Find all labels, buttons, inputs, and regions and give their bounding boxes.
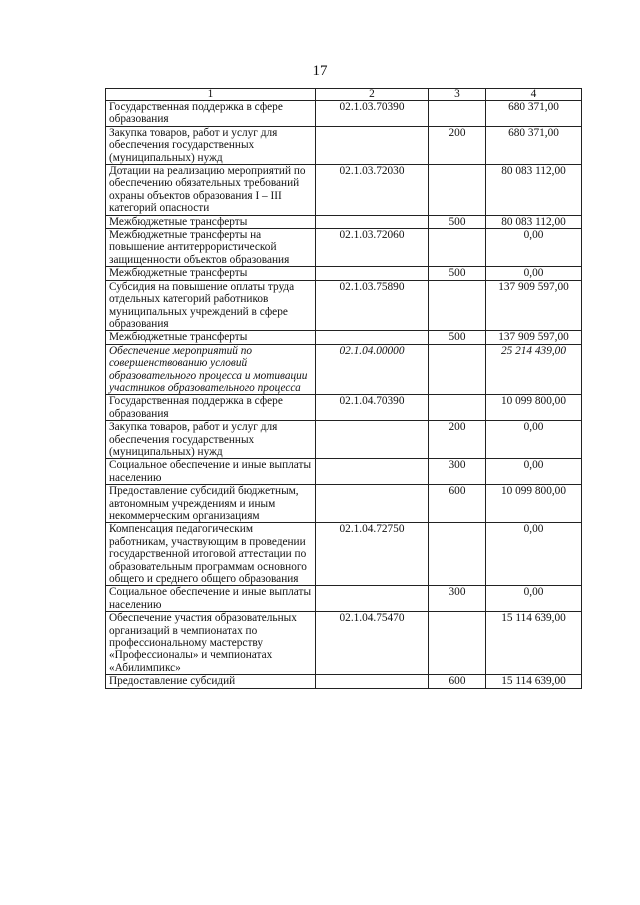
row-name-cell: Предоставление субсидий: [106, 675, 316, 688]
row-kind-cell: 300: [429, 459, 486, 485]
row-kind-cell: [429, 101, 486, 127]
row-code-cell: 02.1.04.72750: [316, 523, 429, 586]
header-col-3: 3: [429, 89, 486, 101]
row-amount-cell: 0,00: [486, 586, 582, 612]
table-row: [106, 229, 582, 267]
row-kind-cell: [429, 280, 486, 331]
row-kind-cell: 300: [429, 586, 486, 612]
header-col-1: 1: [106, 89, 316, 101]
header-col-4: 4: [486, 89, 582, 101]
row-kind-cell: 200: [429, 421, 486, 459]
row-name-cell: Межбюджетные трансферты: [106, 267, 316, 280]
row-kind-cell: 500: [429, 267, 486, 280]
row-code-cell: 02.1.04.00000: [316, 344, 429, 395]
table-row: [106, 485, 582, 523]
row-kind-cell: 500: [429, 331, 486, 344]
row-name-cell: Субсидия на повышение оплаты труда отдельных категорий работников муниципальных учреждений в сфере образования: [106, 280, 316, 331]
table-row: [106, 675, 582, 688]
row-kind-cell: 200: [429, 126, 486, 164]
table-row: [106, 126, 582, 164]
row-name-cell: Обеспечение мероприятий по совершенствованию условий образовательного процесса и мотивации участников образовательного процесса: [106, 344, 316, 395]
row-kind-cell: [429, 344, 486, 395]
row-code-cell: [316, 421, 429, 459]
row-amount-cell: 15 114 639,00: [486, 675, 582, 688]
row-code-cell: 02.1.04.75470: [316, 612, 429, 675]
row-name-cell: Государственная поддержка в сфере образования: [106, 395, 316, 421]
table-row: [106, 586, 582, 612]
header-col-2: 2: [316, 89, 429, 101]
row-amount-cell: 0,00: [486, 421, 582, 459]
row-name-cell: Предоставление субсидий бюджетным, автономным учреждениям и иным некоммерческим организациям: [106, 485, 316, 523]
row-amount-cell: 15 114 639,00: [486, 612, 582, 675]
row-kind-cell: [429, 229, 486, 267]
row-code-cell: 02.1.04.70390: [316, 395, 429, 421]
row-code-cell: 02.1.03.70390: [316, 101, 429, 127]
table-row: [106, 612, 582, 675]
row-amount-cell: 80 083 112,00: [486, 165, 582, 216]
row-amount-cell: 25 214 439,00: [486, 344, 582, 395]
table-row: [106, 344, 582, 395]
row-code-cell: [316, 675, 429, 688]
row-name-cell: Закупка товаров, работ и услуг для обеспечения государственных (муниципальных) нужд: [106, 126, 316, 164]
row-code-cell: [316, 485, 429, 523]
table-body: [106, 101, 582, 689]
row-kind-cell: [429, 165, 486, 216]
row-code-cell: [316, 215, 429, 228]
row-code-cell: [316, 267, 429, 280]
row-name-cell: Межбюджетные трансферты: [106, 215, 316, 228]
table-row: [106, 331, 582, 344]
table-row: [106, 459, 582, 485]
row-kind-cell: [429, 523, 486, 586]
table-row: [106, 523, 582, 586]
table-row: [106, 101, 582, 127]
budget-table: [105, 88, 582, 689]
row-amount-cell: 680 371,00: [486, 101, 582, 127]
row-name-cell: Межбюджетные трансферты на повышение антитеррористической защищенности объектов образования: [106, 229, 316, 267]
row-amount-cell: 680 371,00: [486, 126, 582, 164]
row-kind-cell: [429, 612, 486, 675]
table-row: [106, 280, 582, 331]
table-header-row: [106, 89, 582, 101]
row-code-cell: [316, 126, 429, 164]
row-name-cell: Дотации на реализацию мероприятий по обеспечению обязательных требований охраны объектов образования I – III категорий опасности: [106, 165, 316, 216]
row-name-cell: Социальное обеспечение и иные выплаты населению: [106, 586, 316, 612]
row-name-cell: Компенсация педагогическим работникам, участвующим в проведении государственной итоговой аттестации по образовательным программам основного общего и среднего общего образования: [106, 523, 316, 586]
row-amount-cell: 0,00: [486, 267, 582, 280]
row-amount-cell: 80 083 112,00: [486, 215, 582, 228]
row-code-cell: [316, 459, 429, 485]
table-row: [106, 267, 582, 280]
row-code-cell: 02.1.03.72030: [316, 165, 429, 216]
table-row: [106, 395, 582, 421]
table-row: [106, 215, 582, 228]
row-name-cell: Межбюджетные трансферты: [106, 331, 316, 344]
row-name-cell: Закупка товаров, работ и услуг для обеспечения государственных (муниципальных) нужд: [106, 421, 316, 459]
table-row: [106, 165, 582, 216]
row-amount-cell: 10 099 800,00: [486, 395, 582, 421]
page-number: 17: [312, 63, 328, 79]
row-amount-cell: 0,00: [486, 459, 582, 485]
row-amount-cell: 137 909 597,00: [486, 280, 582, 331]
row-name-cell: Обеспечение участия образовательных организаций в чемпионатах по профессиональному мастерству «Профессионалы» и чемпионатах «Абилимпикс»: [106, 612, 316, 675]
row-amount-cell: 10 099 800,00: [486, 485, 582, 523]
row-code-cell: 02.1.03.75890: [316, 280, 429, 331]
row-kind-cell: 500: [429, 215, 486, 228]
row-amount-cell: 137 909 597,00: [486, 331, 582, 344]
row-code-cell: 02.1.03.72060: [316, 229, 429, 267]
row-amount-cell: 0,00: [486, 523, 582, 586]
row-code-cell: [316, 331, 429, 344]
row-name-cell: Государственная поддержка в сфере образования: [106, 101, 316, 127]
table-row: [106, 421, 582, 459]
row-code-cell: [316, 586, 429, 612]
row-kind-cell: 600: [429, 675, 486, 688]
row-name-cell: Социальное обеспечение и иные выплаты населению: [106, 459, 316, 485]
row-kind-cell: [429, 395, 486, 421]
row-amount-cell: 0,00: [486, 229, 582, 267]
row-kind-cell: 600: [429, 485, 486, 523]
